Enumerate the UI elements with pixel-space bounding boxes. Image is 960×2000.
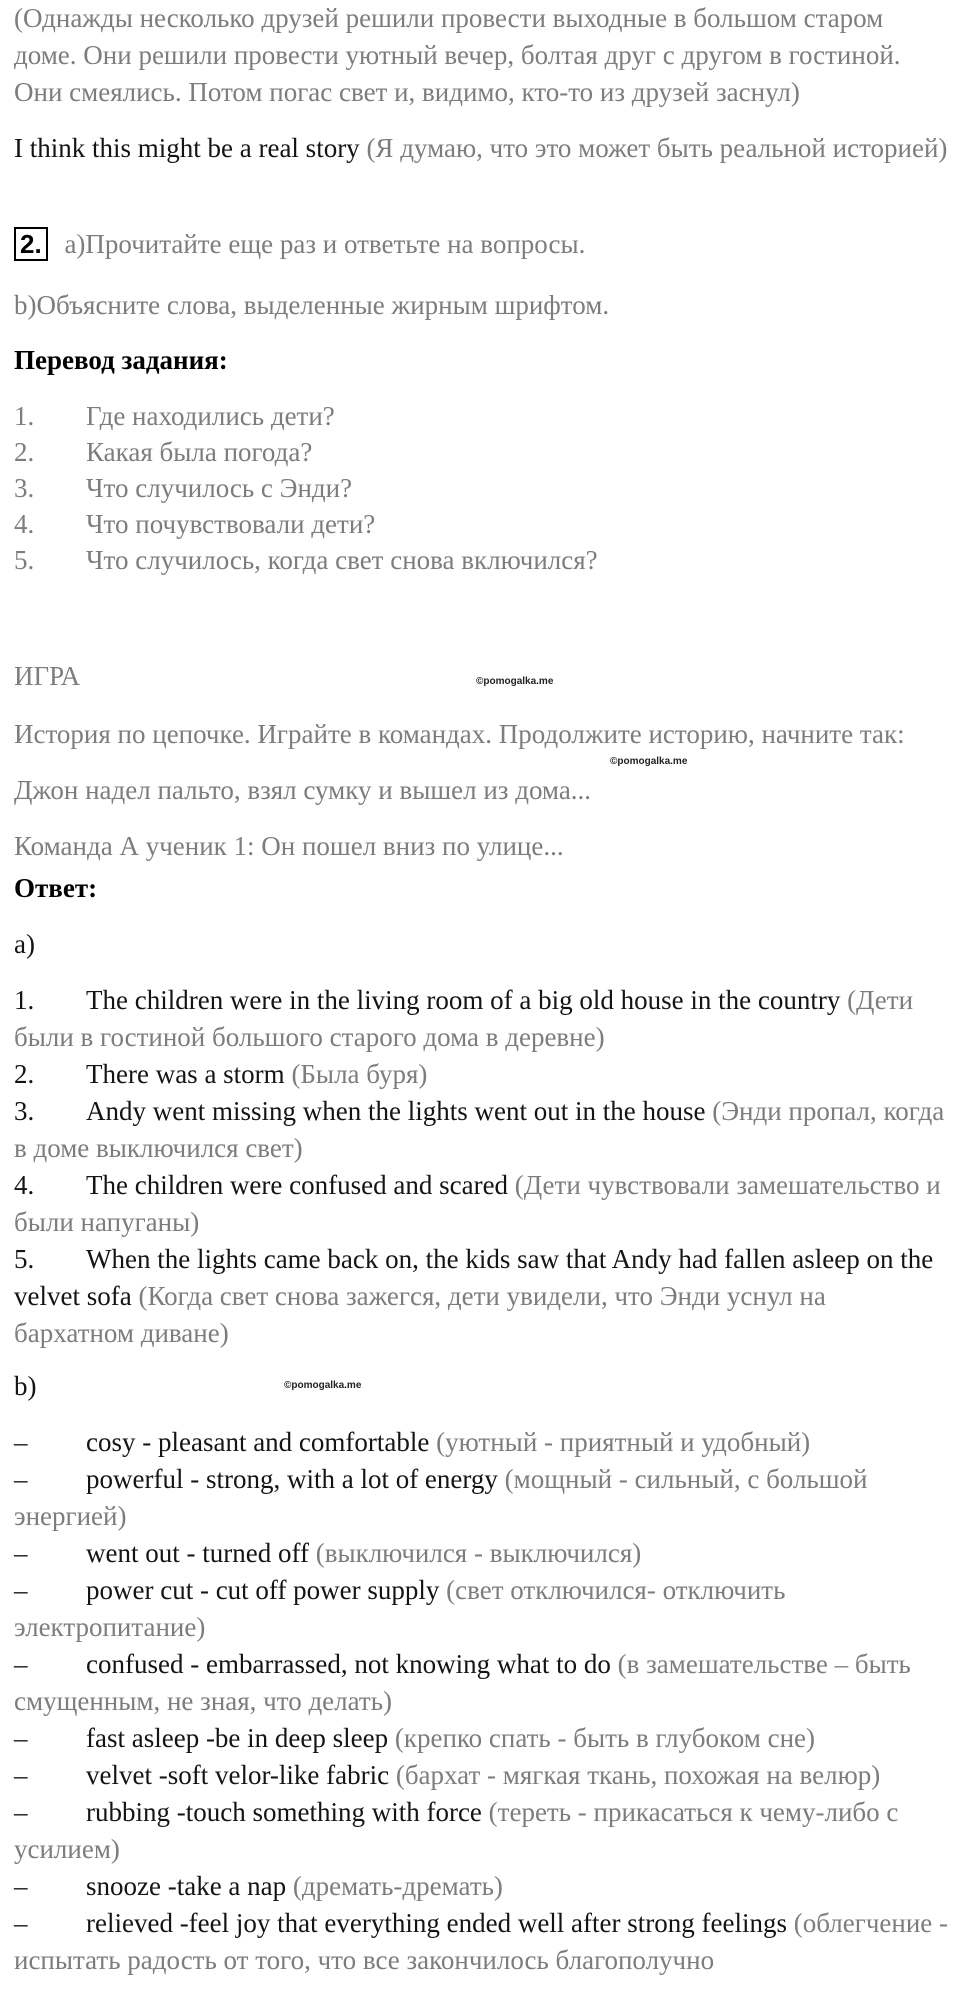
watermark: ©pomogalka.me [284,1380,362,1391]
answer-a-item: 3. Andy went missing when the lights went out in the house (Энди пропал, когда в доме выключился свет) [14,1096,945,1163]
opinion-english: I think this might be a real story [14,133,360,163]
task-number-badge: 2. [14,227,48,261]
game-line-1: История по цепочке. Играйте в командах. Продолжите историю, начните так: [14,719,905,749]
task-b-label: b) [14,290,37,320]
question-item: 4. Что почувствовали дети? [14,509,376,539]
question-item: 5. Что случилось, когда свет снова включился? [14,545,598,575]
watermark: ©pomogalka.me [610,756,688,767]
task-a-label: a) [64,229,86,259]
game-line-2: Джон надел пальто, взял сумку и вышел из дома... [14,775,592,805]
watermark: ©pomogalka.me [476,676,554,687]
game-line-3: Команда А ученик 1: Он пошел вниз по улице... [14,831,564,861]
vocab-item: – confused - embarrassed, not knowing what to do (в замешательстве – быть смущенным, не зная, что делать) [14,1649,911,1716]
answer-a-item: 5. When the lights came back on, the kids saw that Andy had fallen asleep on the velvet sofa (Когда свет снова зажегся, дети увидели, что Энди уснул на бархатном диване) [14,1244,934,1348]
answer-a-item: 1. The children were in the living room of a big old house in the country (Дети были в гостиной большого старого дома в деревне) [14,985,914,1052]
answer-heading: Ответ: [14,873,98,903]
translation-heading: Перевод задания: [14,345,228,375]
task-2-line-a [14,226,949,263]
answer-a-item: 4. The children were confused and scared (Дети чувствовали замешательство и были напуганы) [14,1170,941,1237]
task-a-text: Прочитайте еще раз и ответьте на вопросы. [85,229,586,259]
vocab-item: – rubbing -touch something with force (тереть - прикасаться к чему-либо с усилием) [14,1797,899,1864]
answer-a-item: 2. There was a storm (Была буря) [14,1059,428,1089]
task-b-text: Объясните слова, выделенные жирным шрифтом. [36,290,610,320]
vocab-item: – relieved -feel joy that everything ended well after strong feelings (облегчение - испытать радость от того, что все закончилось благополучно [14,1908,949,1975]
vocab-item: – cosy - pleasant and comfortable (уютный - приятный и удобный) [14,1427,811,1457]
vocab-item: – powerful - strong, with a lot of energy (мощный - сильный, с большой энергией) [14,1464,868,1531]
question-item: 3. Что случилось с Энди? [14,473,353,503]
intro-paragraph: (Однажды несколько друзей решили провести выходные в большом старом доме. Они решили провести уютный вечер, болтая друг с другом в гостиной. Они смеялись. Потом погас свет и, видимо, кто-то из друзей заснул) [14,3,901,107]
vocab-item: – fast asleep -be in deep sleep (крепко спать - быть в глубоком сне) [14,1723,816,1753]
vocab-item: – snooze -take a nap (дремать-дремать) [14,1871,503,1901]
question-item: 2. Какая была погода? [14,437,313,467]
vocab-item: – velvet -soft velor-like fabric (бархат - мягкая ткань, похожая на велюр) [14,1760,881,1790]
task-2-line-b [14,287,949,324]
question-item: 1. Где находились дети? [14,401,335,431]
part-b-label: b) [14,1371,37,1401]
opinion-paragraph [14,130,949,167]
game-title: ИГРА [14,661,81,691]
answers-b-list [14,1424,949,1979]
questions-list [14,398,949,578]
part-a-label: a) [14,929,35,959]
vocab-item: – power cut - cut off power supply (свет отключился- отключить электропитание) [14,1575,786,1642]
vocab-item: – went out - turned off (выключился - выключился) [14,1538,642,1568]
opinion-russian: (Я думаю, что это может быть реальной историей) [366,133,948,163]
answers-a-list [14,982,949,1352]
